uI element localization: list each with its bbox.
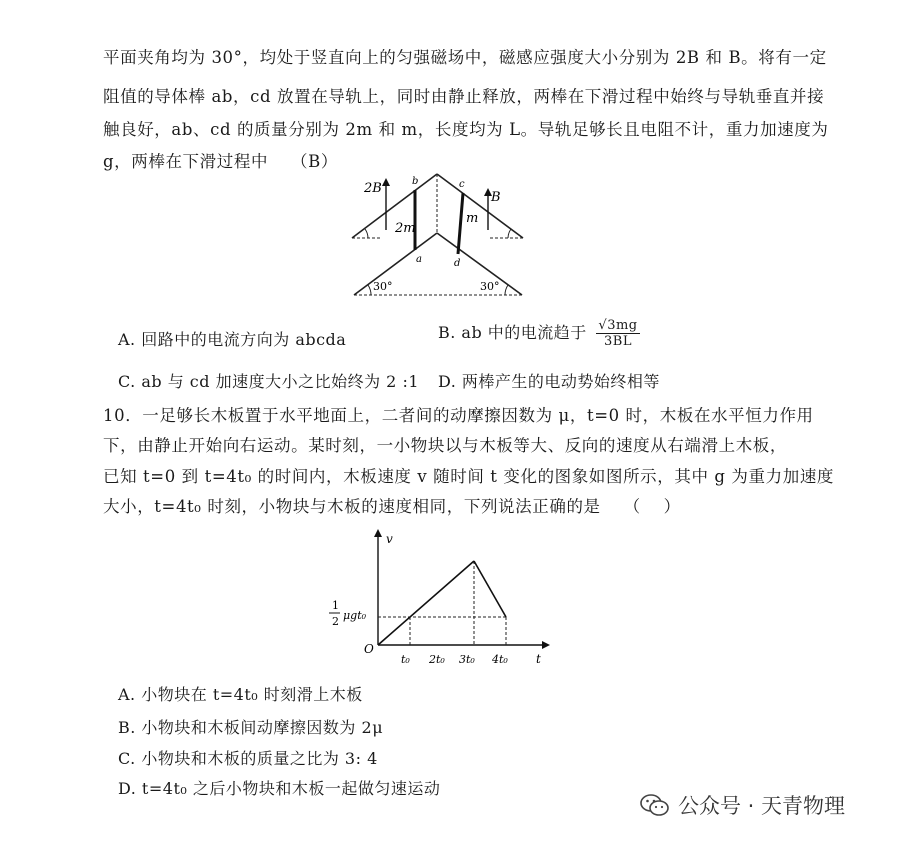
q9-option-b (438, 318, 640, 349)
q9-option-b-fraction (596, 318, 639, 349)
q9-option-d: D. 两棒产生的电动势始终相等 (438, 372, 660, 391)
label-2B: 2B (364, 181, 382, 196)
wechat-icon (640, 793, 670, 817)
angle-arc-upper-left (365, 229, 368, 238)
label-a: a (416, 254, 422, 265)
x-axis-label: t (536, 652, 541, 666)
label-d: d (454, 258, 461, 269)
angle-arc-lower-left (368, 285, 371, 295)
q10-option-a: A. 小物块在 t=4t₀ 时刻滑上木板 (118, 685, 363, 704)
q9-option-c: C. ab 与 cd 加速度大小之比始终为 2 :1 (118, 372, 420, 391)
lower-left-rail (354, 233, 437, 295)
q9-option-b-prefix: B. ab 中的电流趋于 (438, 323, 587, 342)
xtick-label-4t0: 4t₀ (492, 653, 508, 666)
label-m: m (466, 211, 479, 226)
ytick-denominator: 2 (332, 615, 339, 628)
q9-line-3: 触良好，ab、cd 的质量分别为 2m 和 m，长度均为 L。导轨足够长且电阻不计，重力加速度为 (103, 120, 829, 139)
q10-option-b: B. 小物块和木板间动摩擦因数为 2μ (118, 718, 384, 737)
xtick-label-t0: t₀ (401, 653, 410, 666)
origin-label: O (364, 642, 374, 656)
y-axis-arrow (374, 529, 382, 537)
x-axis-arrow (542, 641, 550, 649)
q10-line-1: 10．一足够长木板置于水平地面上，二者间的动摩擦因数为 μ，t=0 时，木板在水平恒力作用 (103, 406, 814, 425)
q9-line-4: g，两棒在下滑过程中 （B） (103, 152, 338, 171)
label-b: b (412, 176, 419, 187)
label-c: c (459, 179, 465, 190)
ytick-rest: μgt₀ (343, 609, 367, 622)
q9-option-b-numerator: √3mg (598, 318, 638, 333)
angle-label-right: 30° (480, 280, 500, 293)
ytick-numerator: 1 (332, 599, 339, 612)
q10-line-3: 已知 t=0 到 t=4t₀ 的时间内，木板速度 v 随时间 t 变化的图象如图所示，其中 g 为重力加速度 (103, 467, 835, 486)
q10-line-4: 大小，t=4t₀ 时刻，小物块与木板的速度相同，下列说法正确的是 （ ） (103, 497, 681, 516)
watermark (640, 790, 845, 820)
q10-option-d: D. t=4t₀ 之后小物块和木板一起做匀速运动 (118, 779, 441, 798)
label-B: B (491, 190, 501, 205)
vt-segment-2 (474, 561, 506, 617)
xtick-label-3t0: 3t₀ (459, 653, 475, 666)
q9-rail-figure (340, 168, 540, 303)
q10-line-2: 下，由静止开始向右运动。某时刻，一小物块以与木板等大、反向的速度从右端滑上木板， (103, 436, 787, 455)
watermark-text: 公众号 · 天青物理 (678, 794, 846, 818)
q9-option-a: A. 回路中的电流方向为 abcda (118, 330, 347, 349)
vt-segment-1 (378, 561, 474, 645)
q9-line-1: 平面夹角均为 30°，均处于竖直向上的匀强磁场中，磁感应强度大小分别为 2B 和 B。将有一定 (103, 48, 827, 67)
label-2m: 2m (395, 221, 416, 236)
upper-right-rail (437, 174, 523, 238)
q9-option-b-denominator: 3BL (604, 334, 632, 349)
rod-cd (458, 193, 463, 254)
angle-label-left: 30° (373, 280, 393, 293)
field-arrow-2B-head (382, 178, 390, 186)
angle-arc-lower-right (505, 285, 508, 295)
y-axis-label: v (386, 532, 393, 546)
q10-option-c: C. 小物块和木板的质量之比为 3: 4 (118, 749, 378, 768)
q9-line-2: 阻值的导体棒 ab，cd 放置在导轨上，同时由静止释放，两棒在下滑过程中始终与导轨垂直并接 (103, 87, 825, 106)
angle-arc-upper-right (508, 229, 511, 238)
q10-vt-graph (320, 525, 560, 670)
xtick-label-2t0: 2t₀ (429, 653, 445, 666)
